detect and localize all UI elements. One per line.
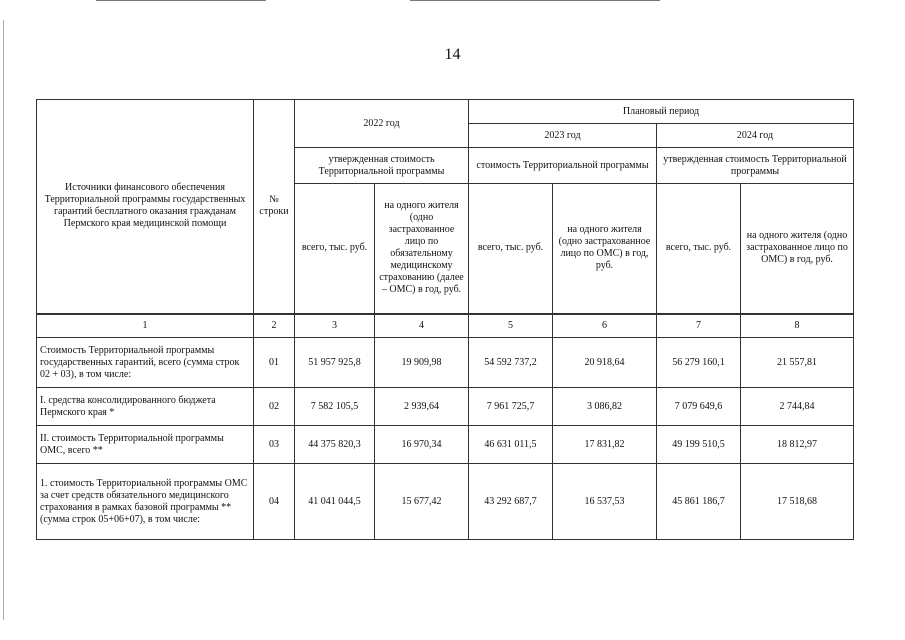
page-number: 14 — [444, 46, 461, 63]
row-code: 03 — [254, 426, 295, 464]
header-planned-period: Плановый период — [469, 100, 854, 124]
row-value: 17 831,82 — [553, 426, 657, 464]
scan-edge-line — [410, 0, 660, 1]
row-value: 44 375 820,3 — [295, 426, 375, 464]
header-source-col: Источники финансового обеспечения Территориальной программы государственных гарантий бесплатного оказания гражданам Пермского края медицинской помощи — [37, 100, 254, 314]
col-number: 3 — [295, 314, 375, 338]
header-row-no-col: № строки — [254, 100, 295, 314]
row-name: II. стоимость Территориальной программы ОМС, всего ** — [37, 426, 254, 464]
row-value: 17 518,68 — [741, 464, 854, 540]
row-value: 54 592 737,2 — [469, 338, 553, 388]
row-value: 51 957 925,8 — [295, 338, 375, 388]
row-value: 7 582 105,5 — [295, 388, 375, 426]
row-value: 21 557,81 — [741, 338, 854, 388]
header-per-capita-2023: на одного жителя (одно застрахованное лицо по ОМС) в год, руб. — [553, 184, 657, 314]
row-value: 15 677,42 — [375, 464, 469, 540]
row-value: 19 909,98 — [375, 338, 469, 388]
row-value: 45 861 186,7 — [657, 464, 741, 540]
col-number: 2 — [254, 314, 295, 338]
header-year-2024: 2024 год — [657, 124, 854, 148]
col-number: 8 — [741, 314, 854, 338]
table-row — [37, 388, 854, 426]
row-value: 2 939,64 — [375, 388, 469, 426]
row-value: 16 970,34 — [375, 426, 469, 464]
row-name: Стоимость Территориальной программы государственных гарантий, всего (сумма строк 02 + 03), в том числе: — [37, 338, 254, 388]
row-code: 02 — [254, 388, 295, 426]
col-number: 6 — [553, 314, 657, 338]
scan-edge-line — [3, 20, 4, 620]
header-total-2022: всего, тыс. руб. — [295, 184, 375, 314]
header-total-2023: всего, тыс. руб. — [469, 184, 553, 314]
col-number: 1 — [37, 314, 254, 338]
table-row — [37, 426, 854, 464]
header-total-2024: всего, тыс. руб. — [657, 184, 741, 314]
header-per-capita-2024: на одного жителя (одно застрахованное лицо по ОМС) в год, руб. — [741, 184, 854, 314]
col-number: 7 — [657, 314, 741, 338]
row-value: 41 041 044,5 — [295, 464, 375, 540]
row-value: 49 199 510,5 — [657, 426, 741, 464]
header-per-capita-2022: на одного жителя (одно застрахованное лицо по обязательному медицинскому страхованию (далее – ОМС) в год, руб. — [375, 184, 469, 314]
header-group-2024: утвержденная стоимость Территориальной программы — [657, 148, 854, 184]
header-group-2022: утвержденная стоимость Территориальной программы — [295, 148, 469, 184]
financing-sources-table — [36, 99, 854, 540]
header-group-2023: стоимость Территориальной программы — [469, 148, 657, 184]
col-number: 5 — [469, 314, 553, 338]
row-value: 7 079 649,6 — [657, 388, 741, 426]
row-value: 2 744,84 — [741, 388, 854, 426]
col-number: 4 — [375, 314, 469, 338]
row-name: 1. стоимость Территориальной программы ОМС за счет средств обязательного медицинского страхования в рамках базовой программы ** (сумма строк 05+06+07), в том числе: — [37, 464, 254, 540]
table-row — [37, 464, 854, 540]
row-code: 04 — [254, 464, 295, 540]
row-value: 16 537,53 — [553, 464, 657, 540]
scan-edge-line — [96, 0, 266, 1]
row-value: 18 812,97 — [741, 426, 854, 464]
row-name: I. средства консолидированного бюджета Пермского края * — [37, 388, 254, 426]
header-year-2022: 2022 год — [295, 100, 469, 148]
column-numbers-row — [37, 314, 854, 338]
row-value: 43 292 687,7 — [469, 464, 553, 540]
row-value: 46 631 011,5 — [469, 426, 553, 464]
row-value: 56 279 160,1 — [657, 338, 741, 388]
header-year-2023: 2023 год — [469, 124, 657, 148]
table-row — [37, 338, 854, 388]
row-code: 01 — [254, 338, 295, 388]
row-value: 20 918,64 — [553, 338, 657, 388]
row-value: 3 086,82 — [553, 388, 657, 426]
row-value: 7 961 725,7 — [469, 388, 553, 426]
